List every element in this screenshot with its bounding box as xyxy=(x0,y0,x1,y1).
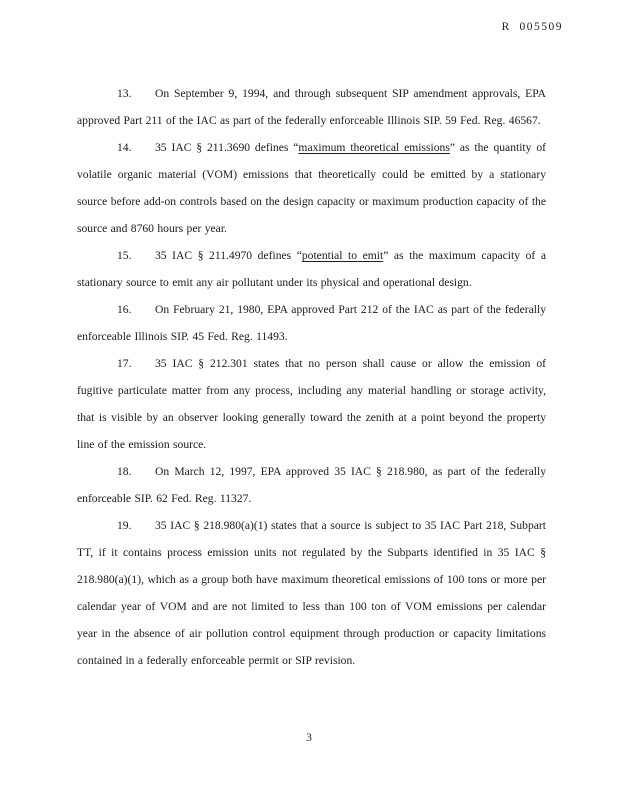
paragraph-text: 35 IAC § 211.4970 defines “ xyxy=(155,249,302,262)
paragraph-number: 18. xyxy=(117,465,132,478)
defined-term: maximum theoretical emissions xyxy=(298,141,450,154)
paragraph xyxy=(77,512,546,674)
page-number: 3 xyxy=(306,732,312,744)
document-body xyxy=(77,80,546,674)
paragraph xyxy=(77,80,546,134)
paragraph xyxy=(77,350,546,458)
paragraph-number: 15. xyxy=(117,249,132,262)
paragraph-text: ” as the maximum capacity of a stationary source to emit any air pollutant under its physical and operational design. xyxy=(77,249,546,289)
paragraph-text: ” as the quantity of volatile organic material (VOM) emissions that theoretically could be emitted by a stationary source before add-on controls based on the design capacity or maximum production capacity of the source and 8760 hours per year. xyxy=(77,141,546,235)
paragraph-number: 17. xyxy=(117,357,132,370)
paragraph-text: 35 IAC § 218.980(a)(1) states that a source is subject to 35 IAC Part 218, Subpart TT, if it contains process emission units not regulated by the Subparts identified in 35 IAC § 218.980(a)(1), which as a group both have maximum theoretical emissions of 100 tons or more per calendar year of VOM and are not limited to less than 100 ton of VOM emissions per calendar year in the absence of air pollution control equipment through production or capacity limitations contained in a federally enforceable permit or SIP revision. xyxy=(77,519,546,667)
paragraph-number: 13. xyxy=(117,87,132,100)
paragraph-number: 14. xyxy=(117,141,132,154)
paragraph-text: On February 21, 1980, EPA approved Part 212 of the IAC as part of the federally enforceable Illinois SIP. 45 Fed. Reg. 11493. xyxy=(77,303,546,343)
paragraph xyxy=(77,296,546,350)
paragraph-number: 19. xyxy=(117,519,132,532)
paragraph xyxy=(77,458,546,512)
paragraph-text: 35 IAC § 211.3690 defines “ xyxy=(155,141,299,154)
paragraph-number: 16. xyxy=(117,303,132,316)
paragraph xyxy=(77,242,546,296)
paragraph xyxy=(77,134,546,242)
paragraph-text: On September 9, 1994, and through subsequent SIP amendment approvals, EPA approved Part 211 of the IAC as part of the federally enforceable Illinois SIP. 59 Fed. Reg. 46567. xyxy=(77,87,546,127)
defined-term: potential to emit xyxy=(301,249,384,262)
paragraph-text: On March 12, 1997, EPA approved 35 IAC § 218.980, as part of the federally enforceable SIP. 62 Fed. Reg. 11327. xyxy=(77,465,546,505)
bates-stamp: R 005509 xyxy=(501,21,563,33)
paragraph-text: 35 IAC § 212.301 states that no person shall cause or allow the emission of fugitive particulate matter from any process, including any material handling or storage activity, that is visible by an observer looking generally toward the zenith at a point beyond the property line of the emission source. xyxy=(77,357,546,451)
